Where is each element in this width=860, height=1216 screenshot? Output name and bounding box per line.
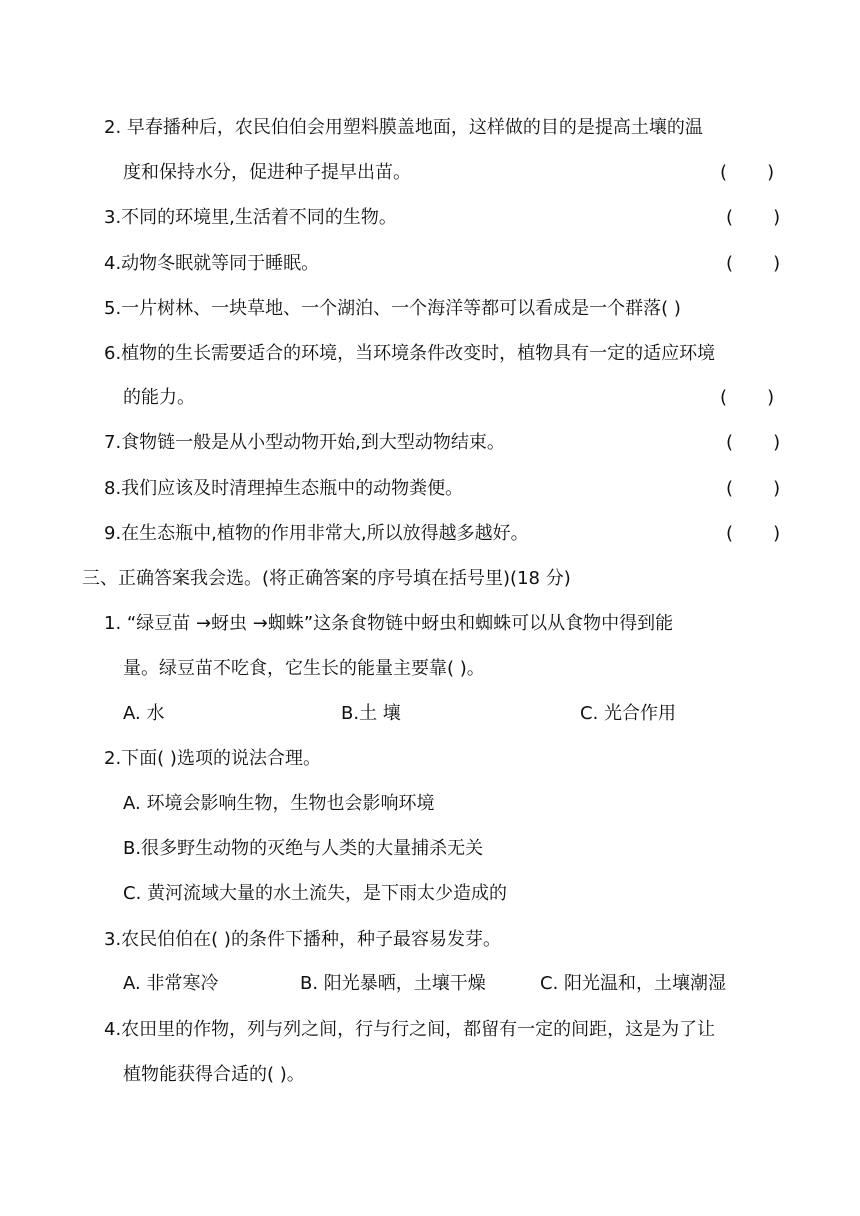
s3-q3-option-a[interactable]: A. 非常寒冷	[123, 973, 219, 994]
s3-q3-option-c[interactable]: C. 阳光温和，土壤潮湿	[540, 973, 727, 994]
s3-q1-line1: 1. “绿豆苗 →蚜虫 →蜘蛛”这条食物链中蚜虫和蜘蛛可以从食物中得到能	[104, 613, 674, 634]
s3-q2-option-c[interactable]: C. 黄河流域大量的水土流失，是下雨太少造成的	[123, 883, 508, 904]
s3-q4-line1: 4.农田里的作物，列与列之间，行与行之间，都留有一定的间距，这是为了让	[104, 1019, 716, 1040]
s3-q1-option-b[interactable]: B.土 壤	[341, 703, 401, 724]
s3-q1-option-a[interactable]: A. 水	[123, 703, 165, 724]
q6-line1: 6.植物的生长需要适合的环境，当环境条件改变时，植物具有一定的适应环境	[104, 343, 716, 364]
s3-q2-stem: 2.下面( )选项的说法合理。	[104, 748, 321, 769]
q6-line2: 的能力。	[123, 387, 195, 408]
s3-q1-option-c[interactable]: C. 光合作用	[580, 703, 677, 724]
s3-q1-line2: 量。绿豆苗不吃食，它生长的能量主要靠( )。	[123, 658, 485, 679]
s3-q2-option-a[interactable]: A. 环境会影响生物，生物也会影响环境	[123, 793, 435, 814]
q4-answer-paren[interactable]: ( )	[726, 253, 781, 274]
q2-line1: 2. 早春播种后，农民伯伯会用塑料膜盖地面，这样做的目的是提高土壤的温	[104, 117, 703, 138]
q5-text: 5.一片树林、一块草地、一个湖泊、一个海洋等都可以看成是一个群落( )	[104, 298, 681, 319]
q2-answer-paren[interactable]: ( )	[720, 162, 775, 183]
q3-text: 3.不同的环境里,生活着不同的生物。	[104, 207, 397, 228]
q7-text: 7.食物链一般是从小型动物开始,到大型动物结束。	[104, 432, 505, 453]
section3-heading: 三、正确答案我会选。(将正确答案的序号填在括号里)(18 分)	[82, 568, 571, 589]
q7-answer-paren[interactable]: ( )	[726, 432, 781, 453]
s3-q3-option-b[interactable]: B. 阳光暴晒，土壤干燥	[300, 973, 486, 994]
q9-answer-paren[interactable]: ( )	[726, 523, 781, 544]
q4-text: 4.动物冬眠就等同于睡眠。	[104, 253, 320, 274]
s3-q2-option-b[interactable]: B.很多野生动物的灭绝与人类的大量捕杀无关	[123, 838, 484, 859]
q6-answer-paren[interactable]: ( )	[720, 387, 775, 408]
q8-answer-paren[interactable]: ( )	[726, 478, 781, 499]
q2-line2: 度和保持水分，促进种子提早出苗。	[123, 162, 411, 183]
q9-text: 9.在生态瓶中,植物的作用非常大,所以放得越多越好。	[104, 523, 529, 544]
q8-text: 8.我们应该及时清理掉生态瓶中的动物粪便。	[104, 478, 464, 499]
q3-answer-paren[interactable]: ( )	[726, 207, 781, 228]
s3-q4-line2: 植物能获得合适的( )。	[123, 1064, 305, 1085]
s3-q3-stem: 3.农民伯伯在( )的条件下播种，种子最容易发芽。	[104, 929, 501, 950]
